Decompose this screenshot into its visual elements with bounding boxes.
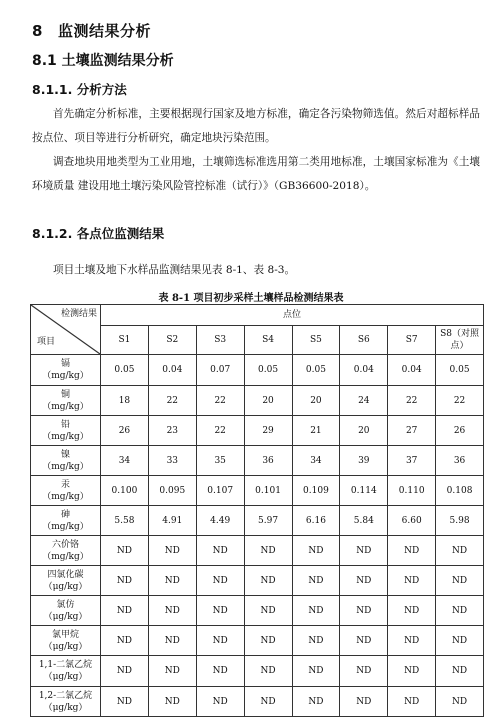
- value-cell: ND: [436, 566, 484, 596]
- table-row: [31, 566, 484, 596]
- value-cell: ND: [101, 687, 149, 717]
- value-cell: ND: [148, 626, 196, 656]
- value-cell: 20: [340, 416, 388, 446]
- value-cell: 26: [436, 416, 484, 446]
- value-cell: ND: [388, 596, 436, 626]
- value-cell: 34: [101, 446, 149, 476]
- value-cell: 0.05: [436, 355, 484, 386]
- value-cell: 27: [388, 416, 436, 446]
- table-row: [31, 355, 484, 386]
- value-cell: 20: [292, 386, 340, 416]
- corner-top-label: 检测结果: [60, 309, 97, 319]
- value-cell: 0.114: [340, 476, 388, 506]
- value-cell: 0.05: [101, 355, 149, 386]
- table-row: [31, 687, 484, 717]
- value-cell: 36: [244, 446, 292, 476]
- point-group-header: 点位: [101, 305, 484, 326]
- table-row: [31, 626, 484, 656]
- value-cell: ND: [244, 596, 292, 626]
- value-cell: 34: [292, 446, 340, 476]
- value-cell: ND: [436, 656, 484, 687]
- value-cell: 18: [101, 386, 149, 416]
- subsection-heading-results: 8.1.2. 各点位监测结果: [32, 226, 165, 241]
- value-cell: 5.84: [340, 506, 388, 536]
- value-cell: 0.110: [388, 476, 436, 506]
- value-cell: ND: [101, 626, 149, 656]
- value-cell: ND: [388, 687, 436, 717]
- corner-bottom-label: 项目: [37, 337, 56, 347]
- value-cell: ND: [148, 566, 196, 596]
- value-cell: 22: [196, 386, 244, 416]
- parameter-unit: （μg/kg）: [43, 581, 88, 592]
- parameter-unit: （mg/kg）: [42, 461, 89, 472]
- value-cell: ND: [196, 596, 244, 626]
- parameter-name: 镍: [60, 449, 70, 460]
- column-header-s5: S5: [292, 326, 340, 355]
- parameter-name: 1,1-二氯乙烷: [38, 660, 93, 670]
- table-row: [31, 596, 484, 626]
- parameter-name: 砷: [60, 509, 70, 520]
- value-cell: 0.100: [101, 476, 149, 506]
- parameter-name: 铅: [60, 419, 70, 430]
- parameter-cell: [31, 476, 101, 506]
- value-cell: 0.04: [148, 355, 196, 386]
- value-cell: 0.095: [148, 476, 196, 506]
- value-cell: ND: [388, 536, 436, 566]
- value-cell: ND: [340, 626, 388, 656]
- value-cell: 0.04: [340, 355, 388, 386]
- value-cell: ND: [292, 626, 340, 656]
- value-cell: 29: [244, 416, 292, 446]
- parameter-cell: [31, 416, 101, 446]
- parameter-cell: [31, 566, 101, 596]
- parameter-unit: （mg/kg）: [42, 431, 89, 442]
- parameter-cell: [31, 626, 101, 656]
- column-header-s7: S7: [388, 326, 436, 355]
- column-header-s4: S4: [244, 326, 292, 355]
- value-cell: 24: [340, 386, 388, 416]
- value-cell: ND: [148, 656, 196, 687]
- value-cell: ND: [340, 656, 388, 687]
- value-cell: ND: [196, 626, 244, 656]
- parameter-cell: [31, 386, 101, 416]
- parameter-name: 1,2-二氯乙烷: [38, 690, 93, 701]
- value-cell: 39: [340, 446, 388, 476]
- value-cell: 37: [388, 446, 436, 476]
- value-cell: ND: [148, 536, 196, 566]
- value-cell: ND: [244, 566, 292, 596]
- value-cell: ND: [340, 687, 388, 717]
- parameter-name: 四氯化碳: [47, 569, 84, 580]
- parameter-cell: [31, 506, 101, 536]
- parameter-unit: （μg/kg）: [43, 672, 88, 682]
- value-cell: ND: [292, 687, 340, 717]
- value-cell: 0.05: [244, 355, 292, 386]
- chapter-title: 监测结果分析: [58, 22, 152, 40]
- value-cell: 0.05: [292, 355, 340, 386]
- value-cell: ND: [292, 536, 340, 566]
- table-row: [31, 446, 484, 476]
- column-header-s2: S2: [148, 326, 196, 355]
- value-cell: 4.49: [196, 506, 244, 536]
- subsection-heading-method: 8.1.1. 分析方法: [32, 82, 127, 97]
- value-cell: 0.07: [196, 355, 244, 386]
- value-cell: ND: [388, 656, 436, 687]
- parameter-unit: （μg/kg）: [43, 641, 88, 652]
- parameter-name: 六价铬: [51, 539, 79, 550]
- value-cell: 22: [148, 386, 196, 416]
- table-row: [31, 416, 484, 446]
- parameter-cell: [31, 596, 101, 626]
- parameter-unit: （mg/kg）: [42, 551, 89, 562]
- table-row: [31, 506, 484, 536]
- value-cell: 0.109: [292, 476, 340, 506]
- value-cell: ND: [436, 536, 484, 566]
- value-cell: 35: [196, 446, 244, 476]
- value-cell: 21: [292, 416, 340, 446]
- value-cell: 6.16: [292, 506, 340, 536]
- parameter-name: 汞: [60, 479, 70, 490]
- value-cell: ND: [340, 536, 388, 566]
- parameter-cell: [31, 656, 101, 687]
- value-cell: ND: [148, 687, 196, 717]
- value-cell: ND: [388, 566, 436, 596]
- parameter-unit: （mg/kg）: [42, 401, 89, 412]
- method-paragraph-1: 首先确定分析标准，主要根据现行国家及地方标准，确定各污染物筛选值。然后对超标样品按点位、项目等进行分析研究，确定地块污染范围。: [32, 108, 480, 144]
- parameter-cell: [31, 536, 101, 566]
- parameter-name: 氯甲烷: [51, 629, 79, 640]
- parameter-unit: （mg/kg）: [42, 371, 89, 381]
- value-cell: ND: [196, 566, 244, 596]
- value-cell: ND: [436, 596, 484, 626]
- section-heading: 8.1 土壤监测结果分析: [32, 53, 174, 69]
- parameter-unit: （μg/kg）: [43, 702, 88, 713]
- parameter-name: 铜: [60, 389, 70, 400]
- parameter-cell: [31, 687, 101, 717]
- parameter-unit: （μg/kg）: [43, 611, 88, 622]
- column-header-s1: S1: [101, 326, 149, 355]
- value-cell: ND: [292, 596, 340, 626]
- column-header-s3: S3: [196, 326, 244, 355]
- value-cell: ND: [244, 687, 292, 717]
- value-cell: ND: [101, 656, 149, 687]
- table-row: [31, 476, 484, 506]
- value-cell: 4.91: [148, 506, 196, 536]
- value-cell: ND: [340, 596, 388, 626]
- parameter-unit: （mg/kg）: [42, 491, 89, 502]
- value-cell: 6.60: [388, 506, 436, 536]
- column-header-s6: S6: [340, 326, 388, 355]
- value-cell: ND: [101, 566, 149, 596]
- parameter-unit: （mg/kg）: [42, 521, 89, 532]
- table-row: [31, 656, 484, 687]
- method-paragraph-2: 调查地块用地类型为工业用地，土壤筛选标准选用第二类用地标准，土壤国家标准为《土壤环境质量 建设用地土壤污染风险管控标准（试行）》（GB36600-2018）。: [32, 156, 480, 192]
- table-caption: 表 8-1 项目初步采样土壤样品检测结果表: [158, 293, 344, 304]
- value-cell: ND: [148, 596, 196, 626]
- value-cell: ND: [436, 687, 484, 717]
- value-cell: ND: [196, 687, 244, 717]
- value-cell: 0.107: [196, 476, 244, 506]
- value-cell: ND: [196, 656, 244, 687]
- parameter-cell: [31, 355, 101, 386]
- value-cell: 0.04: [388, 355, 436, 386]
- value-cell: ND: [292, 566, 340, 596]
- value-cell: ND: [292, 656, 340, 687]
- value-cell: 22: [196, 416, 244, 446]
- value-cell: ND: [196, 536, 244, 566]
- value-cell: 0.108: [436, 476, 484, 506]
- value-cell: 22: [436, 386, 484, 416]
- value-cell: 33: [148, 446, 196, 476]
- value-cell: ND: [244, 536, 292, 566]
- value-cell: 20: [244, 386, 292, 416]
- value-cell: 23: [148, 416, 196, 446]
- parameter-name: 氯仿: [56, 599, 75, 610]
- parameter-cell: [31, 446, 101, 476]
- parameter-name: 镉: [60, 359, 70, 369]
- value-cell: 0.101: [244, 476, 292, 506]
- chapter-heading: [32, 20, 151, 41]
- value-cell: ND: [101, 596, 149, 626]
- value-cell: 5.98: [436, 506, 484, 536]
- chapter-number: 8: [32, 22, 43, 40]
- results-paragraph: 项目土壤及地下水样品监测结果见表 8-1、表 8-3。: [53, 264, 296, 276]
- value-cell: ND: [244, 656, 292, 687]
- value-cell: 5.97: [244, 506, 292, 536]
- value-cell: ND: [340, 566, 388, 596]
- value-cell: 36: [436, 446, 484, 476]
- value-cell: 22: [388, 386, 436, 416]
- value-cell: 5.58: [101, 506, 149, 536]
- value-cell: 26: [101, 416, 149, 446]
- table-row: [31, 536, 484, 566]
- table-row: [31, 386, 484, 416]
- soil-results-table: [30, 304, 484, 717]
- value-cell: ND: [101, 536, 149, 566]
- value-cell: ND: [244, 626, 292, 656]
- column-header-s8: S8（对照点）: [436, 326, 484, 355]
- table-corner-header: [31, 305, 101, 355]
- value-cell: ND: [388, 626, 436, 656]
- value-cell: ND: [436, 626, 484, 656]
